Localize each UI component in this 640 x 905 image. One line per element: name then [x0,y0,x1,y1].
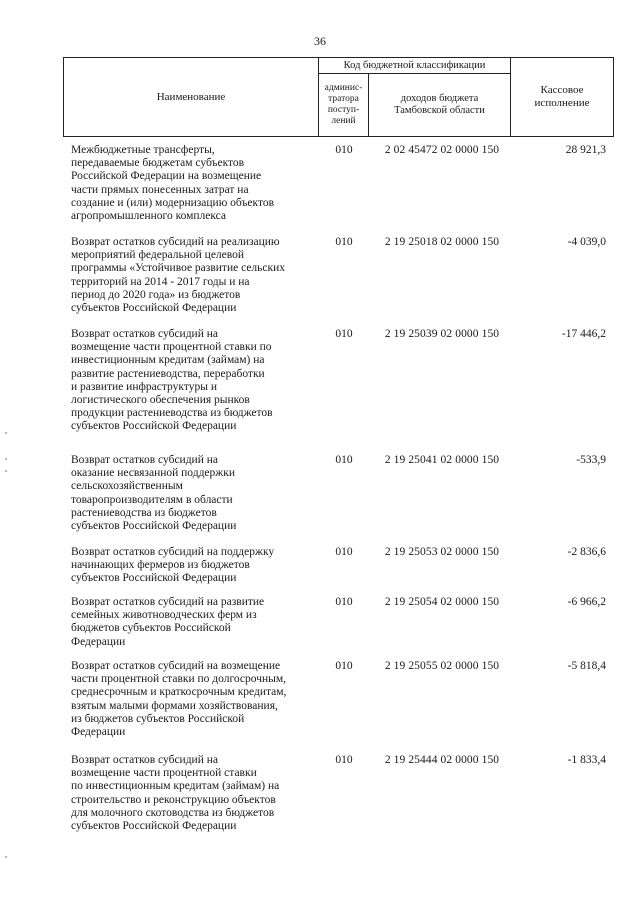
row-admin-code: 010 [335,754,353,766]
row-admin-code: 010 [335,546,353,558]
row-amount: -4 039,0 [567,236,606,248]
row-income-code: 2 19 25444 02 0000 150 [384,754,500,766]
row-income-code: 2 02 45472 02 0000 150 [384,144,500,156]
column-header-name: Наименование [64,58,319,137]
row-income-code: 2 19 25039 02 0000 150 [384,328,500,340]
row-amount: -533,9 [576,454,606,466]
row-amount: -17 446,2 [561,328,606,340]
row-income-code: 2 19 25054 02 0000 150 [384,596,500,608]
row-admin-code: 010 [335,328,353,340]
row-admin-code: 010 [335,454,353,466]
row-name: Возврат остатков субсидий на оказание несвязанной поддержки сельскохозяйственным товаропроизводителям в области растениеводства из бюджетов субъектов Российской Федерации [71,454,237,533]
row-amount: -5 818,4 [567,660,606,672]
row-name: Возврат остатков субсидий на поддержку начинающих фермеров из бюджетов субъектов Российской Федерации [71,546,275,585]
row-amount: -6 966,2 [567,596,606,608]
table-header [63,57,614,137]
row-name: Межбюджетные трансферты, передаваемые бюджетам субъектов Российской Федерации на возмещение части прямых понесенных затрат на создание и (или) модернизацию объектов агропромышленного комплекса [71,144,275,223]
column-header-classification: Код бюджетной классификации [319,58,511,74]
row-admin-code: 010 [335,596,353,608]
row-income-code: 2 19 25055 02 0000 150 [384,660,500,672]
column-header-execution: Кассовое исполнение [511,58,614,137]
column-header-admin: админис- тратора поступ- лений [319,74,369,137]
column-header-income: доходов бюджета Тамбовской области [369,74,511,137]
row-income-code: 2 19 25041 02 0000 150 [384,454,500,466]
row-amount: -2 836,6 [567,546,606,558]
scan-speck [5,432,7,434]
row-amount: -1 833,4 [567,754,606,766]
scan-speck [5,856,7,858]
page-number: 36 [314,34,326,48]
row-amount: 28 921,3 [565,144,606,156]
row-name: Возврат остатков субсидий на возмещение части процентной ставки по долгосрочным, среднесрочным и краткосрочным кредитам, взятым малыми формами хозяйствования, из бюджетов субъектов Российской Федерации [71,660,287,739]
row-income-code: 2 19 25053 02 0000 150 [384,546,500,558]
row-name: Возврат остатков субсидий на реализацию мероприятий федеральной целевой программы «Устойчивое развитие сельских территорий на 2014 - 2017 годы и на период до 2020 года» из бюджетов субъектов Российской Федерации [71,236,286,315]
row-admin-code: 010 [335,144,353,156]
row-name: Возврат остатков субсидий на возмещение части процентной ставки по инвестиционным кредитам (займам) на строительство и реконструкцию объектов для молочного скотоводства из бюджетов субъектов Российской Федерации [71,754,280,833]
scan-speck [5,458,7,460]
row-admin-code: 010 [335,236,353,248]
row-income-code: 2 19 25018 02 0000 150 [384,236,500,248]
row-name: Возврат остатков субсидий на развитие семейных животноводческих ферм из бюджетов субъектов Российской Федерации [71,596,265,648]
scan-speck [5,470,7,472]
row-admin-code: 010 [335,660,353,672]
row-name: Возврат остатков субсидий на возмещение части процентной ставки по инвестиционным кредитам (займам) на развитие растениеводства, переработки и развитие инфраструктуры и логистического обеспечения рынков продукции растениеводства из бюджетов субъектов Российской Федерации [71,328,273,433]
